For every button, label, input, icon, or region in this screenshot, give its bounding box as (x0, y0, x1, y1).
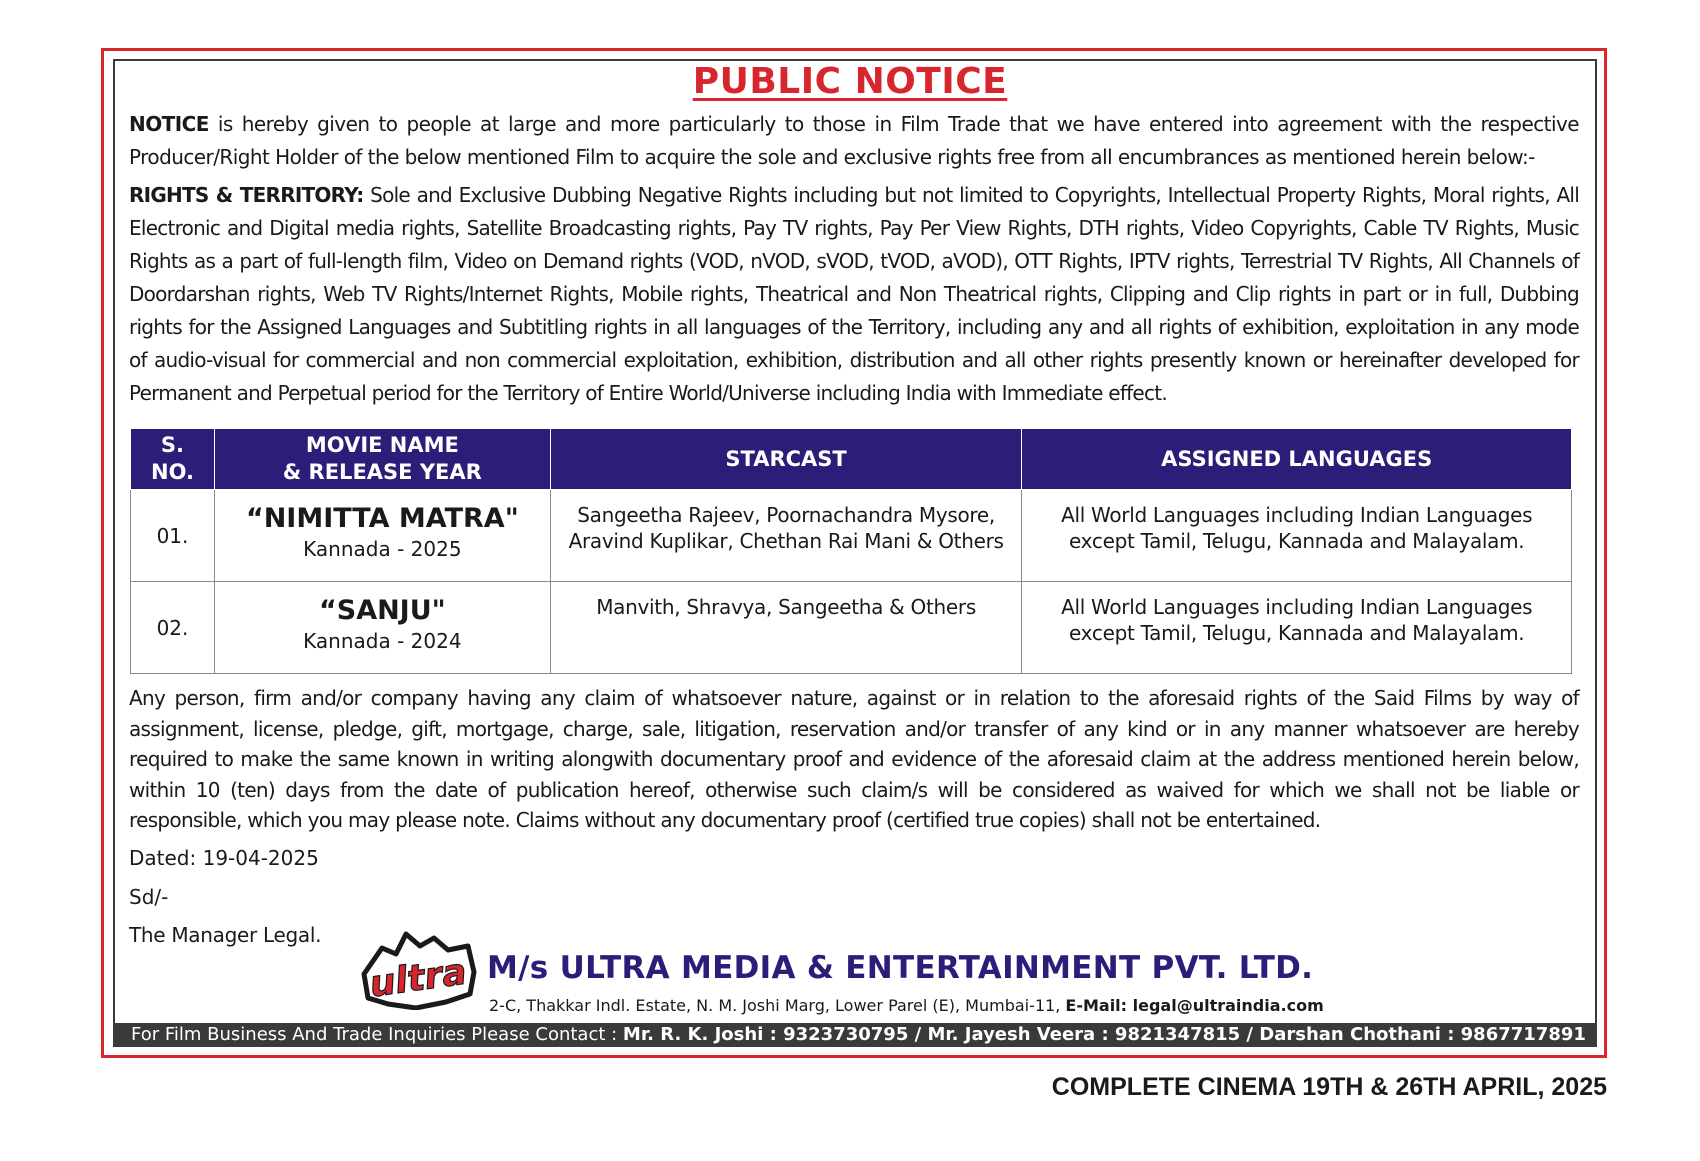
contact-details: Mr. R. K. Joshi : 9323730795 / Mr. Jayesh Veera : 9821347815 / Darshan Chothani : 9867717891 (622, 1024, 1586, 1045)
claims-paragraph: Any person, firm and/or company having any claim of whatsoever nature, against or in relation to the aforesaid rights of the Said Films by way of assignment, license, pledge, gift, mortgage, charge, sale, litigation, reservation and/or transfer of any kind or in any manner whatsoever are hereby required to make the same known in writing alongwith documentary proof and evidence of the aforesaid claim at the address mentioned herein below, within 10 (ten) days from the date of publication hereof, otherwise such claim/s will be considered as waived for which we shall not be liable or responsible, which you may please note. Claims without any documentary proof (certified true copies) shall not be entertained. (129, 686, 1579, 832)
header-starcast: STARCAST (550, 429, 1022, 490)
page-title: PUBLIC NOTICE (692, 61, 1008, 102)
row-starcast: Manvith, Shravya, Sangeetha & Others (550, 582, 1022, 674)
company-address: 2-C, Thakkar Indl. Estate, N. M. Joshi Marg, Lower Parel (E), Mumbai-11, E-Mail: legal@ultraindia.com (489, 996, 1324, 1015)
header-languages: ASSIGNED LANGUAGES (1022, 429, 1572, 490)
header-sno: S. NO. (131, 429, 215, 490)
movie-name: “NIMITTA MATRA" (245, 503, 519, 534)
notice-text: is hereby given to people at large and more particularly to those in Film Trade that we have entered into agreement with the respective Producer/Right Holder of the below mentioned Film to acquire the sole and exclusive rights free from all encumbrances as mentioned herein below:- (129, 112, 1579, 169)
row-sno: 01. (131, 490, 215, 582)
table-row (131, 582, 1572, 674)
signature-mark: Sd/- (129, 885, 169, 909)
notice-lead: NOTICE (129, 112, 209, 136)
notice-paragraph (129, 108, 1579, 174)
row-languages: All World Languages including Indian Languages except Tamil, Telugu, Kannada and Malayalam. (1022, 582, 1572, 674)
table-row (131, 490, 1572, 582)
movie-name: “SANJU" (319, 595, 446, 626)
movie-release: Kannada - 2024 (303, 629, 462, 653)
row-starcast: Sangeetha Rajeev, Poornachandra Mysore, Aravind Kuplikar, Chethan Rai Mani & Others (550, 490, 1022, 582)
movie-release: Kannada - 2025 (303, 537, 462, 561)
svg-text:ultra: ultra (367, 951, 470, 1006)
rights-text: Sole and Exclusive Dubbing Negative Rights including but not limited to Copyrights, Intellectual Property Rights, Moral rights, All Electronic and Digital media rights, Satellite Broadcasting rights, Pay TV rights, Pay Per View Rights, DTH rights, Video Copyrights, Cable TV Rights, Music Rights as a part of full-length film, Video on Demand rights (VOD, nVOD, sVOD, tVOD, aVOD), OTT Rights, IPTV rights, Terrestrial TV Rights, All Channels of Doordarshan rights, Web TV Rights/Internet Rights, Mobile rights, Theatrical and Non Theatrical rights, Clipping and Clip rights in part or in full, Dubbing rights for the Assigned Languages and Subtitling rights in all languages of the Territory, including any and all rights of exhibition, exploitation in any mode of audio-visual for commercial and non commercial exploitation, exhibition, distribution and all other rights presently known or hereinafter developed for Permanent and Perpetual period for the Territory of Entire World/Universe including India with Immediate effect. (129, 183, 1579, 405)
header-movie: MOVIE NAME & RELEASE YEAR (214, 429, 550, 490)
row-movie (214, 490, 550, 582)
contact-intro: For Film Business And Trade Inquiries Please Contact : (131, 1024, 623, 1045)
dated-line: Dated: 19-04-2025 (129, 846, 319, 870)
ultra-logo-icon (360, 928, 478, 1010)
rights-lead: RIGHTS & TERRITORY: (129, 183, 364, 207)
rights-paragraph (129, 179, 1579, 410)
rights-table (130, 428, 1572, 674)
row-languages: All World Languages including Indian Languages except Tamil, Telugu, Kannada and Malayalam. (1022, 490, 1572, 582)
company-email: E-Mail: legal@ultraindia.com (1065, 996, 1324, 1015)
row-sno: 02. (131, 582, 215, 674)
table-header-row (131, 429, 1572, 490)
publication-note: COMPLETE CINEMA 19TH & 26TH APRIL, 2025 (1051, 1073, 1607, 1101)
contact-bar (115, 1023, 1595, 1047)
signatory-title: The Manager Legal. (129, 923, 322, 947)
company-name: M/s ULTRA MEDIA & ENTERTAINMENT PVT. LTD. (487, 950, 1314, 986)
row-movie (214, 582, 550, 674)
